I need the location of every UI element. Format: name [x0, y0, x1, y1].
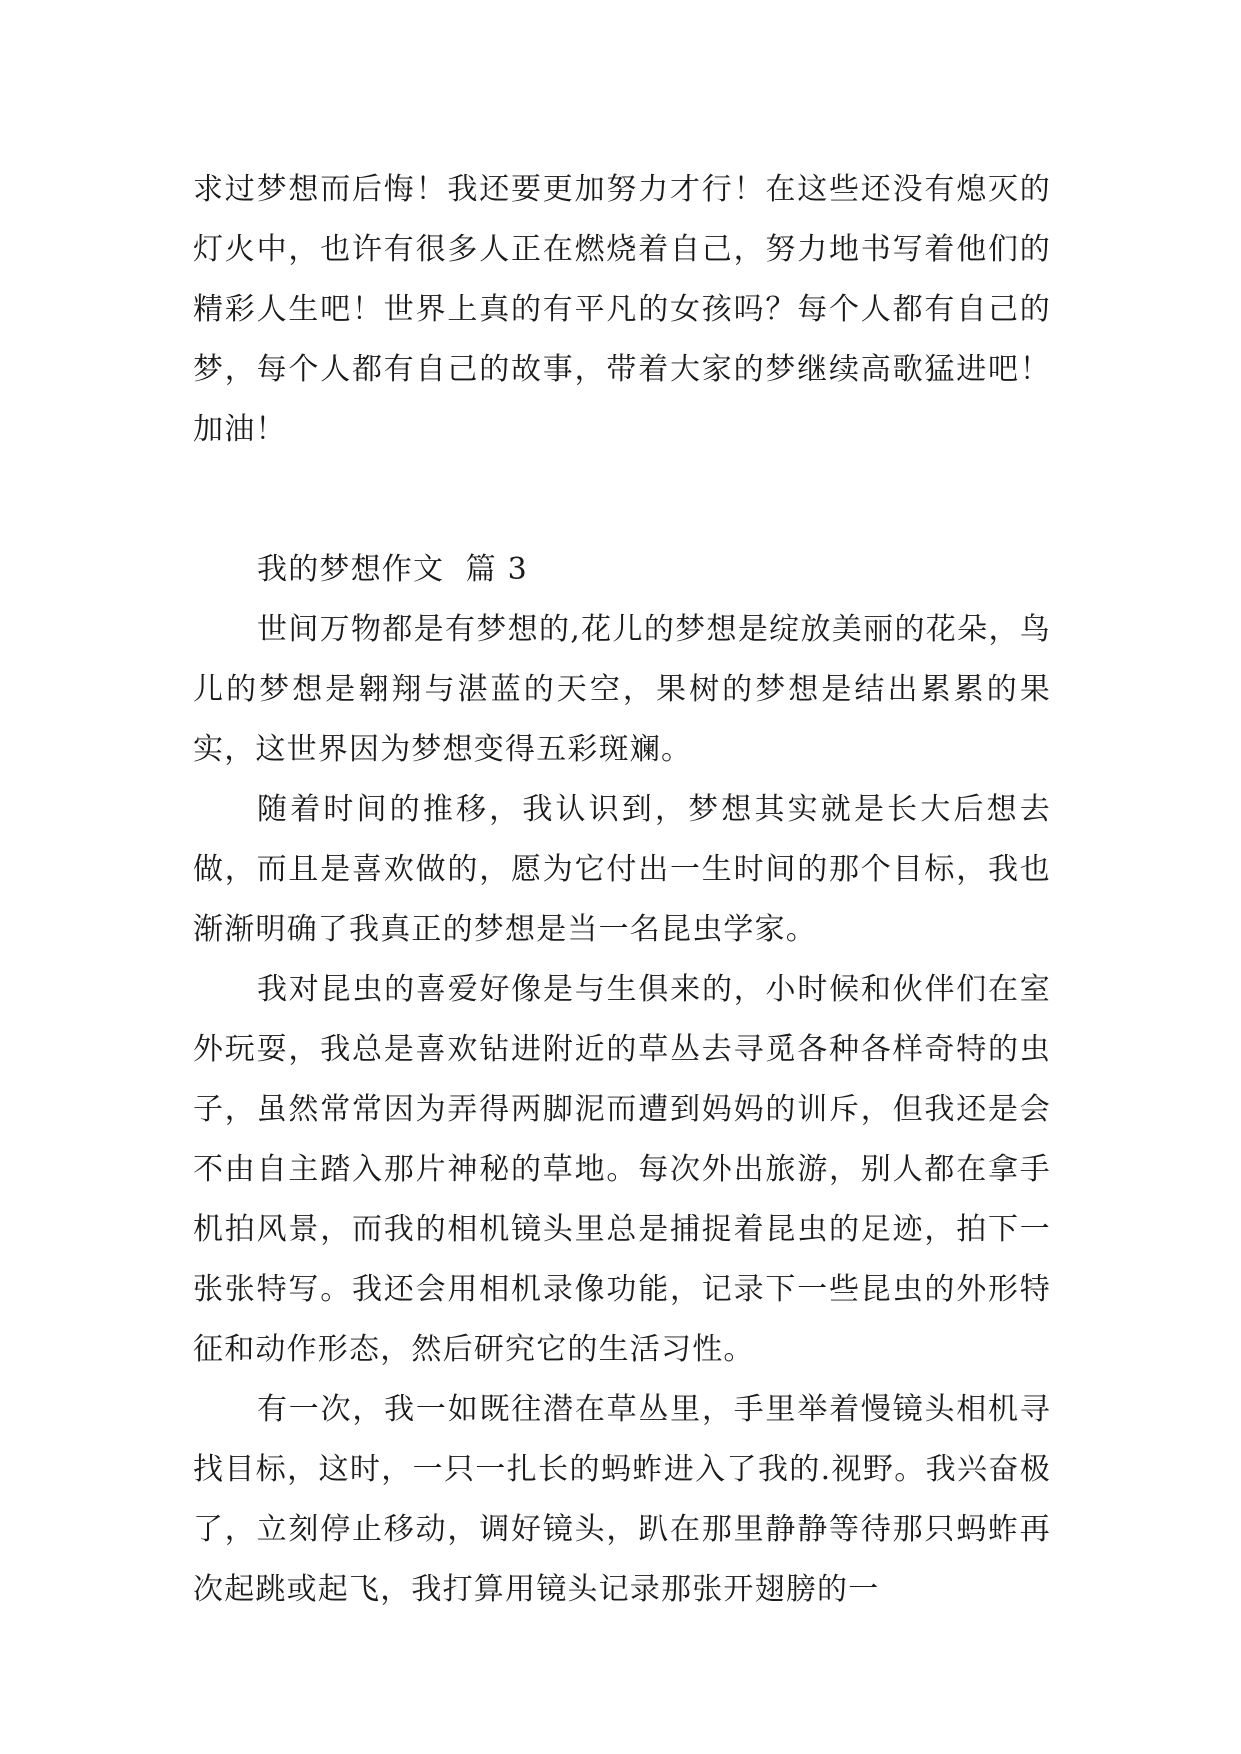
section-title: 我的梦想作文 篇 3 — [257, 552, 528, 587]
section-gap — [193, 460, 1051, 540]
paragraph-2: 随着时间的推移，我认识到，梦想其实就是长大后想去做，而且是喜欢做的，愿为它付出一生时间的那个目标，我也渐渐明确了我真正的梦想是当一名昆虫学家。 — [193, 792, 1051, 947]
continuation-paragraph: 求过梦想而后悔！我还要更加努力才行！在这些还没有熄灭的灯火中，也许有很多人正在燃烧着自己，努力地书写着他们的精彩人生吧！世界上真的有平凡的女孩吗？每个人都有自己的梦，每个人都有自己的故事，带着大家的梦继续高歌猛进吧！加油！ — [193, 172, 1051, 447]
paragraph-1: 世间万物都是有梦想的,花儿的梦想是绽放美丽的花朵，鸟儿的梦想是翱翔与湛蓝的天空，果树的梦想是结出累累的果实，这世界因为梦想变得五彩斑斓。 — [193, 612, 1051, 767]
paragraph-4: 有一次，我一如既往潜在草丛里，手里举着慢镜头相机寻找目标，这时，一只一扎长的蚂蚱进入了我的.视野。我兴奋极了，立刻停止移动，调好镜头，趴在那里静静等待那只蚂蚱再次起跳或起飞，我打算用镜头记录那张开翅膀的一 — [193, 1392, 1051, 1607]
document-body — [193, 160, 1051, 1620]
paragraph-3: 我对昆虫的喜爱好像是与生俱来的，小时候和伙伴们在室外玩耍，我总是喜欢钻进附近的草丛去寻觅各种各样奇特的虫子，虽然常常因为弄得两脚泥而遭到妈妈的训斥，但我还是会不由自主踏入那片神秘的草地。每次外出旅游，别人都在拿手机拍风景，而我的相机镜头里总是捕捉着昆虫的足迹，拍下一张张特写。我还会用相机录像功能，记录下一些昆虫的外形特征和动作形态，然后研究它的生活习性。 — [193, 972, 1051, 1367]
